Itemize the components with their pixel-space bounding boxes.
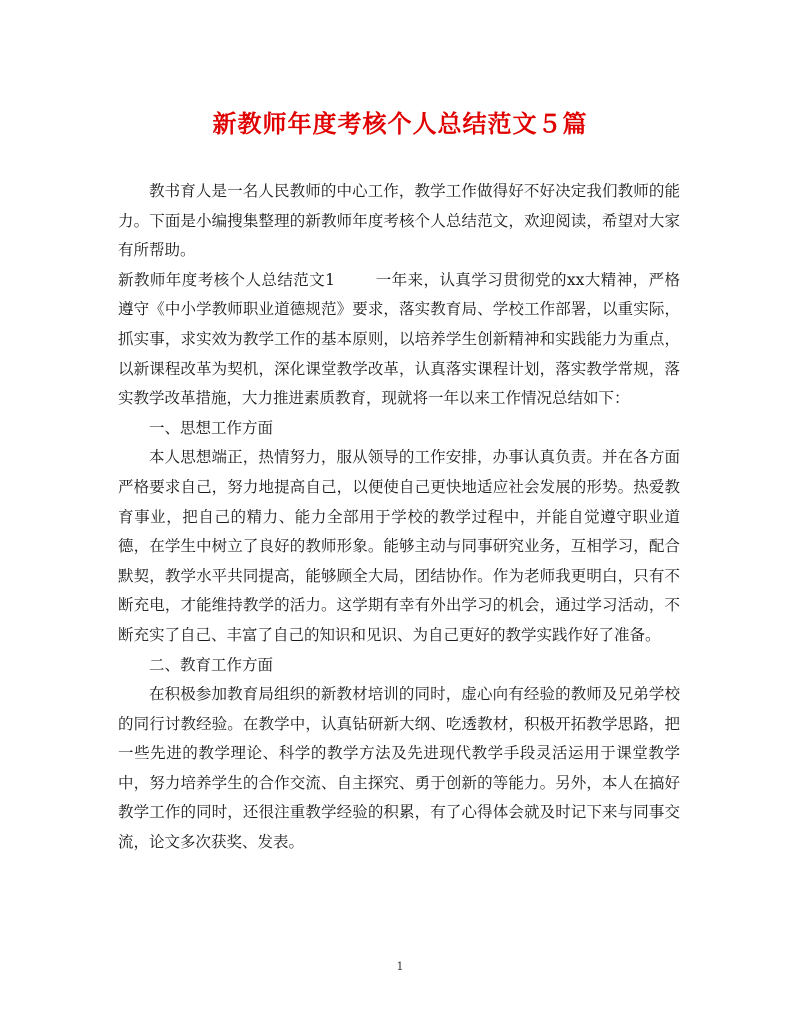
article-1-lead: 一年来，认真学习贯彻党的xx大精神，严格遵守《中小学教师职业道德规范》要求，落实教育局、学校工作部署，以重实际，抓实事，求实效为教学工作的基本原则，以培养学生创新精神和实践能力为重点，以新课程改革为契机，深化课堂教学改革，认真落实课程计划，落实教学常规，落实教学改革措施，大力推进素质教育，现就将一年以来工作情况总结如下： [118,270,681,408]
section-1-title: 一、思想工作方面 [149,418,274,437]
article-1-heading: 新教师年度考核个人总结范文1 [118,270,335,289]
document-body [118,177,680,858]
section-2-body: 在积极参加教育局组织的新教材培训的同时，虚心向有经验的教师及兄弟学校的同行讨教经验。在教学中，认真钻研新大纲、吃透教材，积极开拓教学思路，把一些先进的教学理论、科学的教学方法及先进现代教学手段灵活运用于课堂教学中，努力培养学生的合作交流、自主探究、勇于创新的等能力。另外，本人在搞好教学工作的同时，还很注重教学经验的积累，有了心得体会就及时记下来与同事交流，论文多次获奖、发表。 [118,685,680,852]
page-number: 1 [396,960,404,973]
article-1-paragraph [118,266,680,414]
intro-paragraph: 教书育人是一名人民教师的中心工作，教学工作做得好不好决定我们教师的能力。下面是小编搜集整理的新教师年度考核个人总结范文，欢迎阅读，希望对大家有所帮助。 [118,182,680,260]
section-2-title: 二、教育工作方面 [149,655,274,674]
section-1-body: 本人思想端正，热情努力，服从领导的工作安排，办事认真负责。并在各方面严格要求自己，努力地提高自己，以便使自己更快地适应社会发展的形势。热爱教育事业，把自己的精力、能力全部用于学校的教学过程中，并能自觉遵守职业道德，在学生中树立了良好的教师形象。能够主动与同事研究业务，互相学习，配合默契，教学水平共同提高，能够顾全大局，团结协作。作为老师我更明白，只有不断充电，才能维持教学的活力。这学期有幸有外出学习的机会，通过学习活动，不断充实了自己、丰富了自己的知识和见识、为自己更好的教学实践作好了准备。 [118,448,680,644]
document-title: 新教师年度考核个人总结范文５篇 [212,109,588,138]
